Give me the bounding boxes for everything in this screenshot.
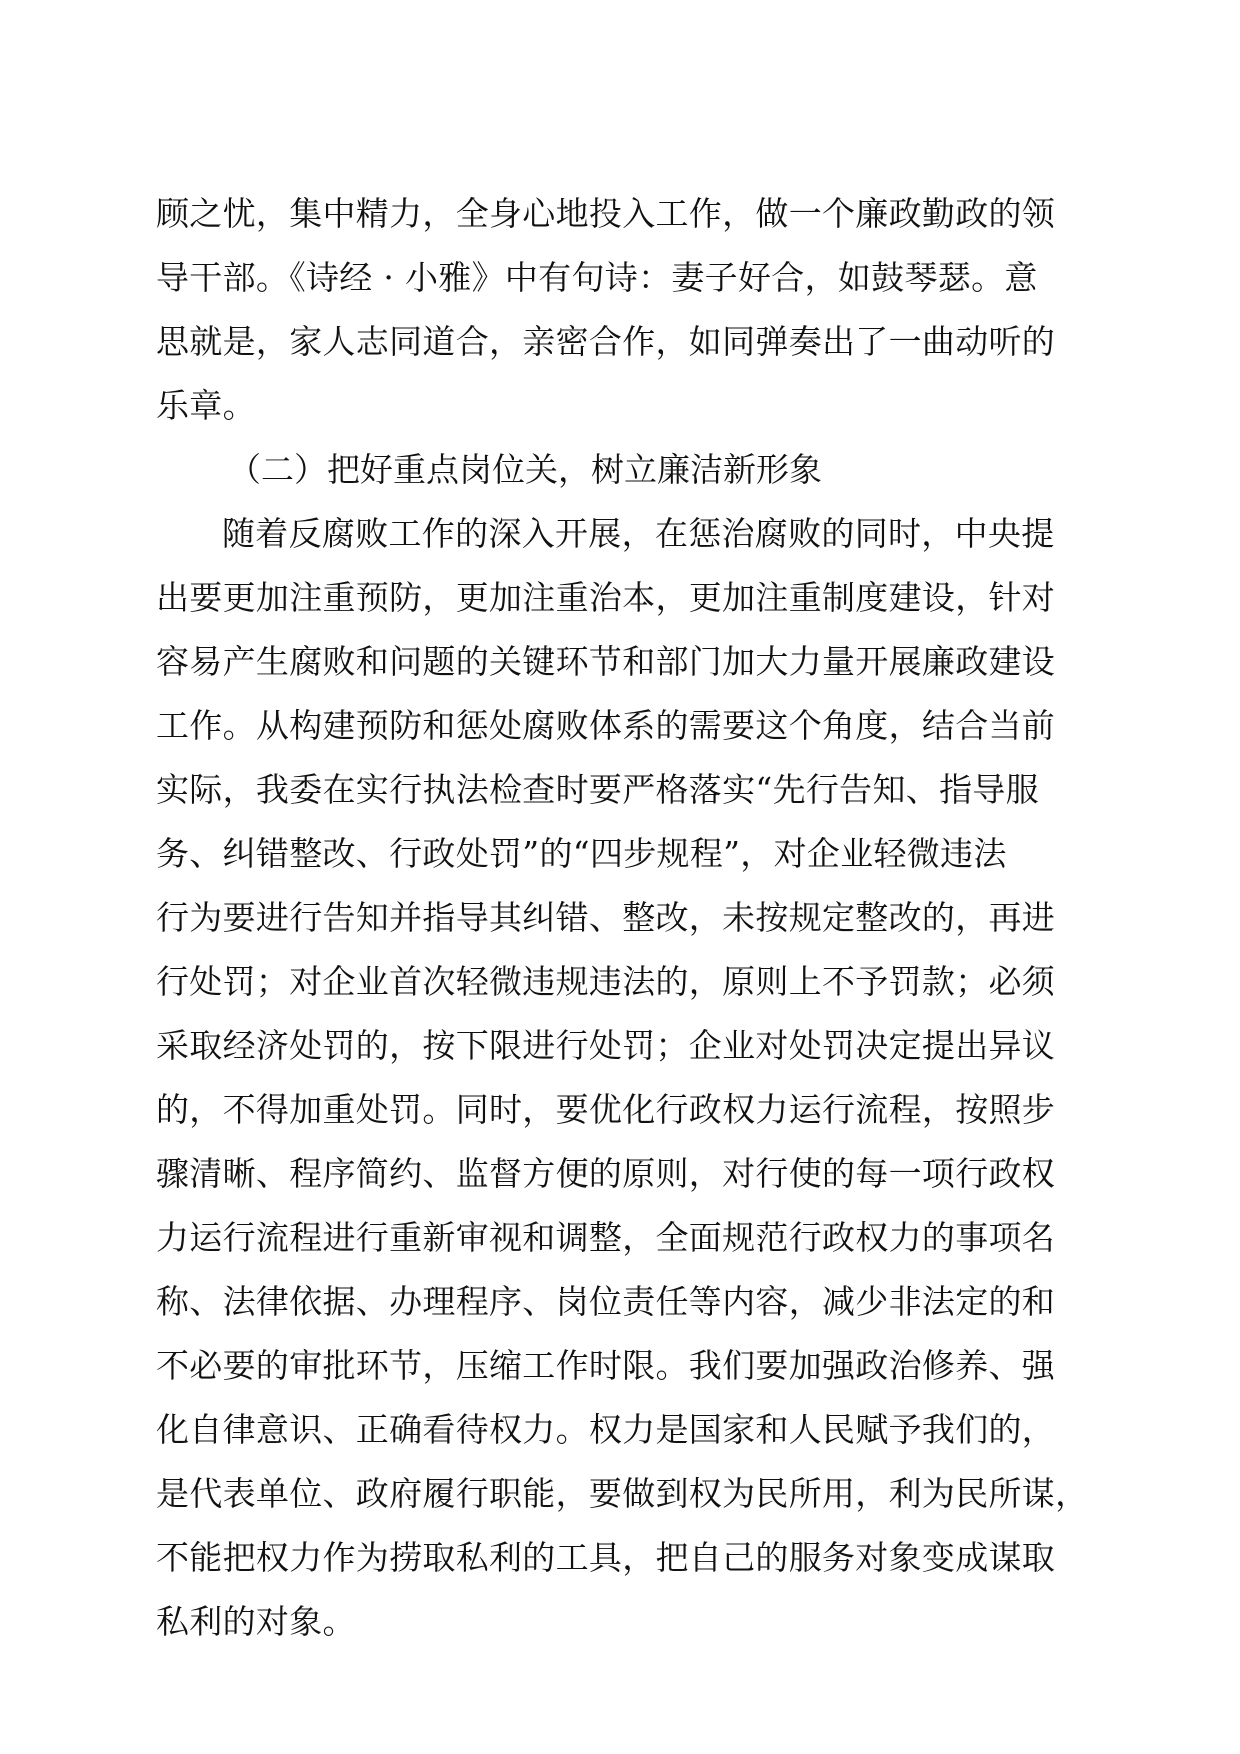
paragraph-line: 行处罚；对企业首次轻微违规违法的，原则上不予罚款；必须 <box>156 962 1056 1001</box>
paragraph-line: 私利的对象。 <box>156 1602 356 1641</box>
paragraph-line: 化自律意识、正确看待权力。权力是国家和人民赋予我们的， <box>156 1410 1056 1449</box>
paragraph-line: 随着反腐败工作的深入开展，在惩治腐败的同时，中央提 <box>222 514 1055 553</box>
paragraph-line: 导干部。《诗经 · 小雅》中有句诗：妻子好合，如鼓琴瑟。意 <box>156 258 1038 297</box>
paragraph-line: 是代表单位、政府履行职能，要做到权为民所用，利为民所谋， <box>156 1474 1089 1513</box>
paragraph-line: 顾之忧，集中精力，全身心地投入工作，做一个廉政勤政的领 <box>156 194 1056 233</box>
paragraph-line: 不必要的审批环节，压缩工作时限。我们要加强政治修养、强 <box>156 1346 1056 1385</box>
paragraph-line: 的，不得加重处罚。同时，要优化行政权力运行流程，按照步 <box>156 1090 1056 1129</box>
paragraph-line: 采取经济处罚的，按下限进行处罚；企业对处罚决定提出异议 <box>156 1026 1056 1065</box>
paragraph-line: 工作。从构建预防和惩处腐败体系的需要这个角度，结合当前 <box>156 706 1056 745</box>
paragraph-line: 容易产生腐败和问题的关键环节和部门加大力量开展廉政建设 <box>156 642 1056 681</box>
paragraph-line: 出要更加注重预防，更加注重治本，更加注重制度建设，针对 <box>156 578 1056 617</box>
paragraph-line: 乐章。 <box>156 386 256 425</box>
paragraph-line: 不能把权力作为捞取私利的工具，把自己的服务对象变成谋取 <box>156 1538 1056 1577</box>
paragraph-line: 实际，我委在实行执法检查时要严格落实“先行告知、指导服 <box>156 770 1039 809</box>
paragraph-line: 务、纠错整改、行政处罚”的“四步规程”，对企业轻微违法 <box>156 834 1007 873</box>
paragraph-line: 行为要进行告知并指导其纠错、整改，未按规定整改的，再进 <box>156 898 1056 937</box>
paragraph-line: 称、法律依据、办理程序、岗位责任等内容，减少非法定的和 <box>156 1282 1056 1321</box>
paragraph-line: 思就是，家人志同道合，亲密合作，如同弹奏出了一曲动听的 <box>156 322 1056 361</box>
section-heading: （二）把好重点岗位关，树立廉洁新形象 <box>228 450 822 489</box>
paragraph-line: 骤清晰、程序简约、监督方便的原则，对行使的每一项行政权 <box>156 1154 1056 1193</box>
paragraph-line: 力运行流程进行重新审视和调整，全面规范行政权力的事项名 <box>156 1218 1056 1257</box>
